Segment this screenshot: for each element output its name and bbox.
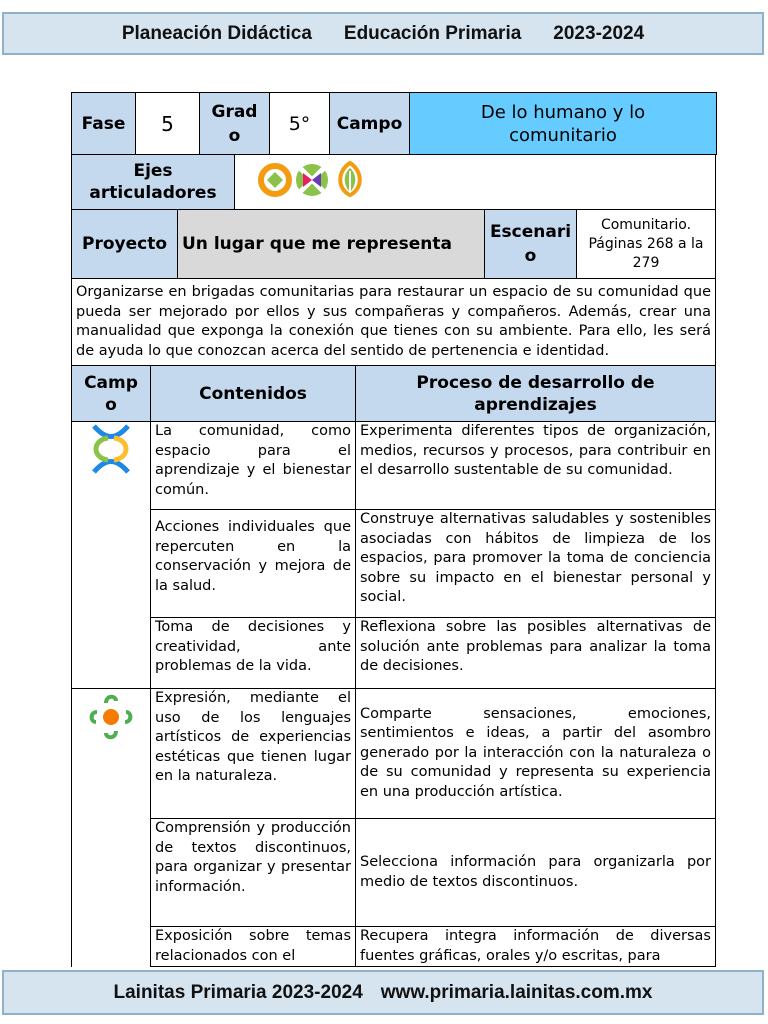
proceso-cell: Recupera integra información de diversas fuentes gráficas, orales y/o escritas, para <box>356 927 716 967</box>
campo-label: Campo <box>330 93 410 155</box>
proceso-cell: Experimenta diferentes tipos de organización, medios, recursos y procesos, para contribuir en el desarrollo sustentable de su comunidad. <box>356 422 716 510</box>
content-table-header <box>72 366 716 422</box>
vida-saludable-icon <box>340 163 360 195</box>
info-table-row1 <box>71 92 717 155</box>
contenido-cell: Comprensión y producción de textos discontinuos, para organizar y presentar información. <box>151 819 356 927</box>
description-table <box>71 278 716 366</box>
ejes-label: Ejes articuladores <box>72 155 235 210</box>
footer-url-link[interactable]: www.primaria.lainitas.com.mx <box>380 981 653 1003</box>
col-header-contenidos: Contenidos <box>151 366 356 422</box>
proceso-cell: Construye alternativas saludables y sostenibles asociadas con hábitos de limpieza de los espacios, para promover la toma de conciencia sobre su impacto en el bienestar personal y social. <box>356 510 716 618</box>
fase-value: 5 <box>136 93 200 155</box>
grado-value: 5° <box>270 93 330 155</box>
proyecto-value: Un lugar que me representa <box>178 210 485 279</box>
planning-document <box>71 92 716 967</box>
col-header-proceso: Proceso de desarrollo de aprendizajes <box>356 366 716 422</box>
ejes-icons <box>235 155 716 210</box>
table-row <box>72 819 716 927</box>
contenido-cell: Acciones individuales que repercuten en la conservación y mejora de la salud. <box>151 510 356 618</box>
lenguajes-icon <box>86 691 136 745</box>
footer-banner <box>2 970 764 1015</box>
info-table-row2 <box>71 154 716 210</box>
campo-icon-cell-2 <box>72 689 151 967</box>
contenido-cell: La comunidad, como espacio para el aprendizaje y el bienestar común. <box>151 422 356 510</box>
table-row <box>72 689 716 819</box>
col-header-campo: Camp o <box>72 366 151 422</box>
campo-icon-cell-1 <box>72 422 151 689</box>
contenido-cell: Toma de decisiones y creatividad, ante problemas de la vida. <box>151 618 356 689</box>
campo-value: De lo humano y lo comunitario <box>410 93 717 155</box>
grado-label: Grad o <box>200 93 270 155</box>
contenido-cell: Expresión, mediante el uso de los lenguajes artísticos de experiencias estéticas que tienen lugar en la naturaleza. <box>151 689 356 819</box>
table-row <box>72 927 716 967</box>
header-year: 2023-2024 <box>553 22 645 44</box>
humano-comunitario-icon <box>86 422 136 476</box>
interculturalidad-icon <box>261 166 289 194</box>
table-row <box>72 422 716 510</box>
table-row <box>72 618 716 689</box>
proceso-cell: Reflexiona sobre las posibles alternativas de solución ante problemas para analizar la toma de decisiones. <box>356 618 716 689</box>
footer-site-name: Lainitas Primaria 2023-2024 <box>113 981 363 1003</box>
proceso-cell: Selecciona información para organizarla por medio de textos discontinuos. <box>356 819 716 927</box>
escenario-value: Comunitario. Páginas 268 a la 279 <box>577 210 716 279</box>
escenario-label: Escenari o <box>485 210 577 279</box>
content-table <box>71 365 716 967</box>
proyecto-label: Proyecto <box>72 210 178 279</box>
contenido-cell: Exposición sobre temas relacionados con el <box>151 927 356 967</box>
table-row <box>72 510 716 618</box>
info-table-row3 <box>71 209 716 279</box>
header-banner <box>2 12 764 55</box>
proceso-cell: Comparte sensaciones, emociones, sentimientos e ideas, a partir del asombro generado por la interacción con la naturaleza o de su comunidad y representa su experiencia en una producción artística. <box>356 689 716 819</box>
inclusion-icon <box>296 164 328 196</box>
header-level: Educación Primaria <box>343 22 522 44</box>
fase-label: Fase <box>72 93 136 155</box>
project-description: Organizarse en brigadas comunitarias para restaurar un espacio de su comunidad que pueda ser mejorado por ellos y sus compañeras y compañeros. Además, crear una manualidad que exponga la conexión que tienes con su ambiente. Para ello, les será de ayuda lo que conozcan acerca del sentido de pertenencia e identidad. <box>72 279 716 366</box>
header-title: Planeación Didáctica <box>121 22 312 44</box>
